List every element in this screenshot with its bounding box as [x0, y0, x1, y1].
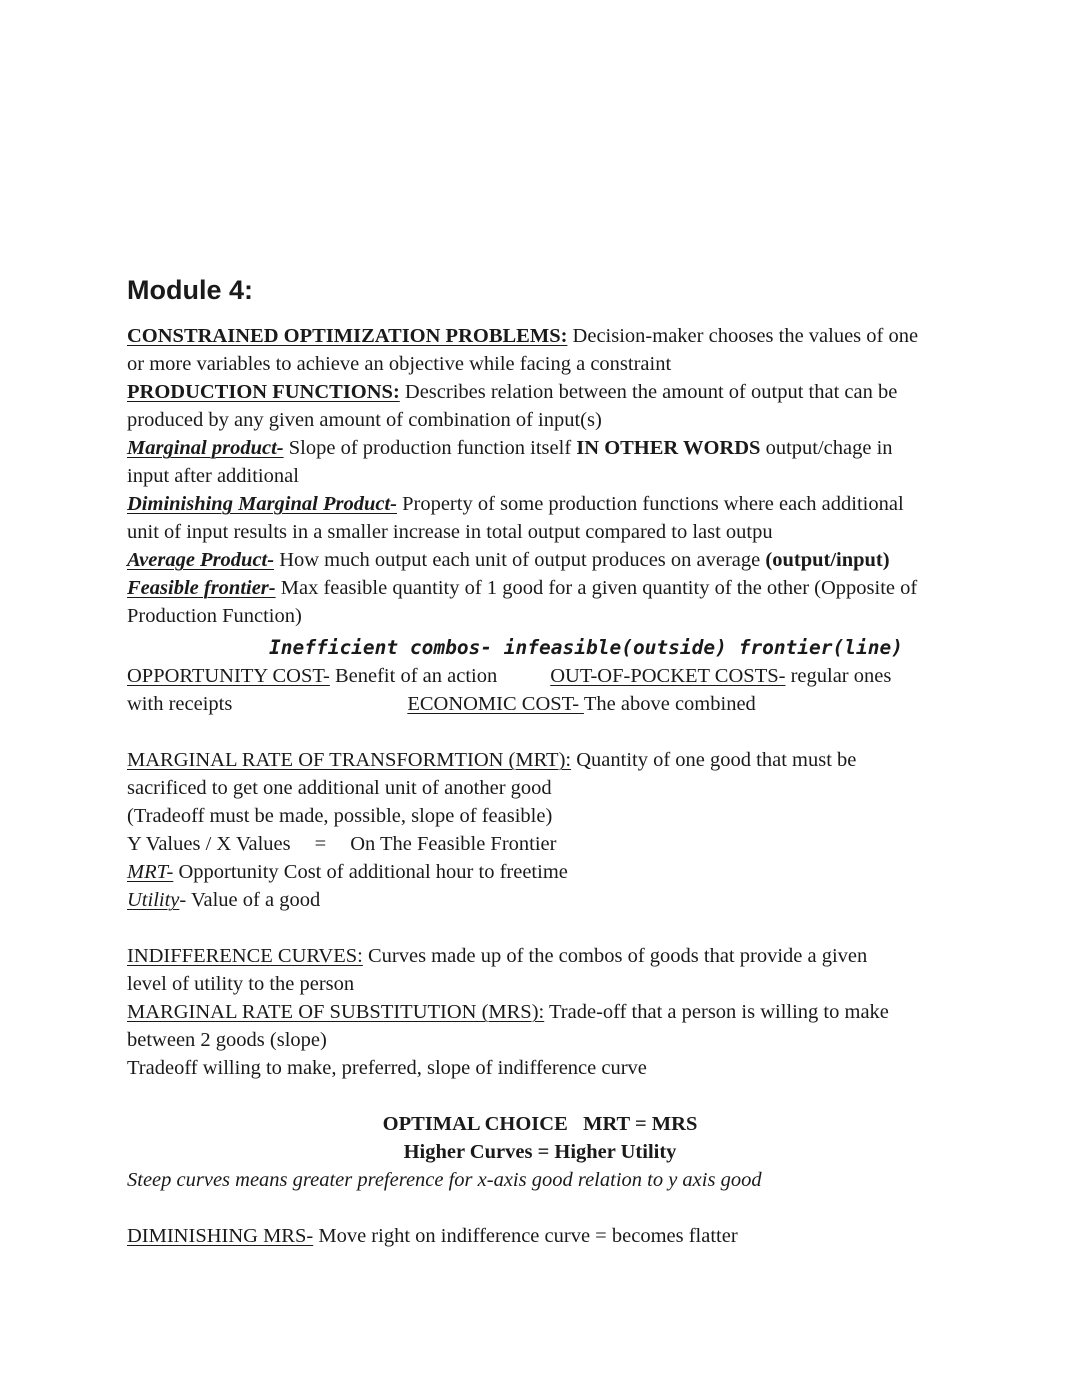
mrt-line-3: (Tradeoff must be made, possible, slope of feasible) — [127, 805, 553, 827]
constrained-line-1: CONSTRAINED OPTIMIZATION PROBLEMS: Decision-maker chooses the values of one — [127, 325, 919, 347]
mrs-line-2: between 2 goods (slope) — [127, 1029, 327, 1051]
average-product-term: Average Product- — [127, 549, 275, 571]
production-term: PRODUCTION FUNCTIONS: — [127, 381, 400, 403]
costs-line-2: with receipts ECONOMIC COST- The above combined — [127, 693, 756, 715]
production-line-2: produced by any given amount of combination of input(s) — [127, 409, 602, 431]
mrt-term: MARGINAL RATE OF TRANSFORMTION (MRT): — [127, 749, 572, 771]
mrt-line-1: MARGINAL RATE OF TRANSFORMTION (MRT): Quantity of one good that must be — [127, 749, 857, 771]
steep-curves-line: Steep curves means greater preference for x-axis good relation to y axis good — [127, 1169, 762, 1191]
feasible-line-1: Feasible frontier- Max feasible quantity of 1 good for a given quantity of the other (Opposite of — [127, 577, 918, 599]
average-product-line: Average Product- How much output each unit of output produces on average (output/input) — [127, 549, 890, 571]
out-of-pocket-term: OUT-OF-POCKET COSTS- — [550, 665, 786, 687]
utility-term: Utility — [127, 889, 180, 911]
costs-line-1: OPPORTUNITY COST- Benefit of an action OUT-OF-POCKET COSTS- regular ones — [127, 665, 892, 687]
mrt-line-4: Y Values / X Values = On The Feasible Frontier — [127, 833, 557, 855]
opportunity-cost-term: OPPORTUNITY COST- — [127, 665, 330, 687]
indifference-line-2: level of utility to the person — [127, 973, 355, 995]
mrt-opportunity-line: MRT- Opportunity Cost of additional hour to freetime — [127, 861, 568, 883]
diminishing-line-1: Diminishing Marginal Product- Property of some production functions where each additional — [127, 493, 904, 515]
higher-curves-line: Higher Curves = Higher Utility — [403, 1141, 677, 1163]
constrained-line-2: or more variables to achieve an objective while facing a constraint — [127, 353, 672, 375]
indifference-term: INDIFFERENCE CURVES: — [127, 945, 363, 967]
mrs-line-1: MARGINAL RATE OF SUBSTITUTION (MRS): Trade-off that a person is willing to make — [127, 1001, 889, 1023]
mrs-line-3: Tradeoff willing to make, preferred, slope of indifference curve — [127, 1057, 647, 1079]
mrt-short-term: MRT- — [127, 861, 174, 883]
production-line-1: PRODUCTION FUNCTIONS: Describes relation between the amount of output that can be — [127, 381, 898, 403]
diminishing-line-2: unit of input results in a smaller increase in total output compared to last outpu — [127, 521, 773, 543]
economic-cost-term: ECONOMIC COST- — [407, 693, 584, 715]
optimal-choice-line: OPTIMAL CHOICE MRT = MRS — [382, 1113, 698, 1135]
feasible-term: Feasible frontier- — [127, 577, 276, 599]
feasible-line-2: Production Function) — [127, 605, 302, 627]
inefficient-note: Inefficient combos- infeasible(outside) frontier(line) — [269, 636, 903, 659]
marginal-product-line-2: input after additional — [127, 465, 299, 487]
diminishing-mrs-term: DIMINISHING MRS- — [127, 1225, 314, 1247]
marginal-product-line-1: Marginal product- Slope of production function itself IN OTHER WORDS output/chage in — [127, 437, 893, 459]
notes-page — [127, 272, 957, 1250]
marginal-product-term: Marginal product- — [127, 437, 284, 459]
page-title: Module 4: — [127, 275, 253, 305]
utility-line: Utility- Value of a good — [127, 889, 321, 911]
diminishing-mrs-line: DIMINISHING MRS- Move right on indifference curve = becomes flatter — [127, 1225, 738, 1247]
mrs-term: MARGINAL RATE OF SUBSTITUTION (MRS): — [127, 1001, 545, 1023]
diminishing-term: Diminishing Marginal Product- — [127, 493, 397, 515]
constrained-term: CONSTRAINED OPTIMIZATION PROBLEMS: — [127, 325, 568, 347]
mrt-line-2: sacrificed to get one additional unit of another good — [127, 777, 552, 799]
indifference-line-1: INDIFFERENCE CURVES: Curves made up of the combos of goods that provide a given — [127, 945, 868, 967]
